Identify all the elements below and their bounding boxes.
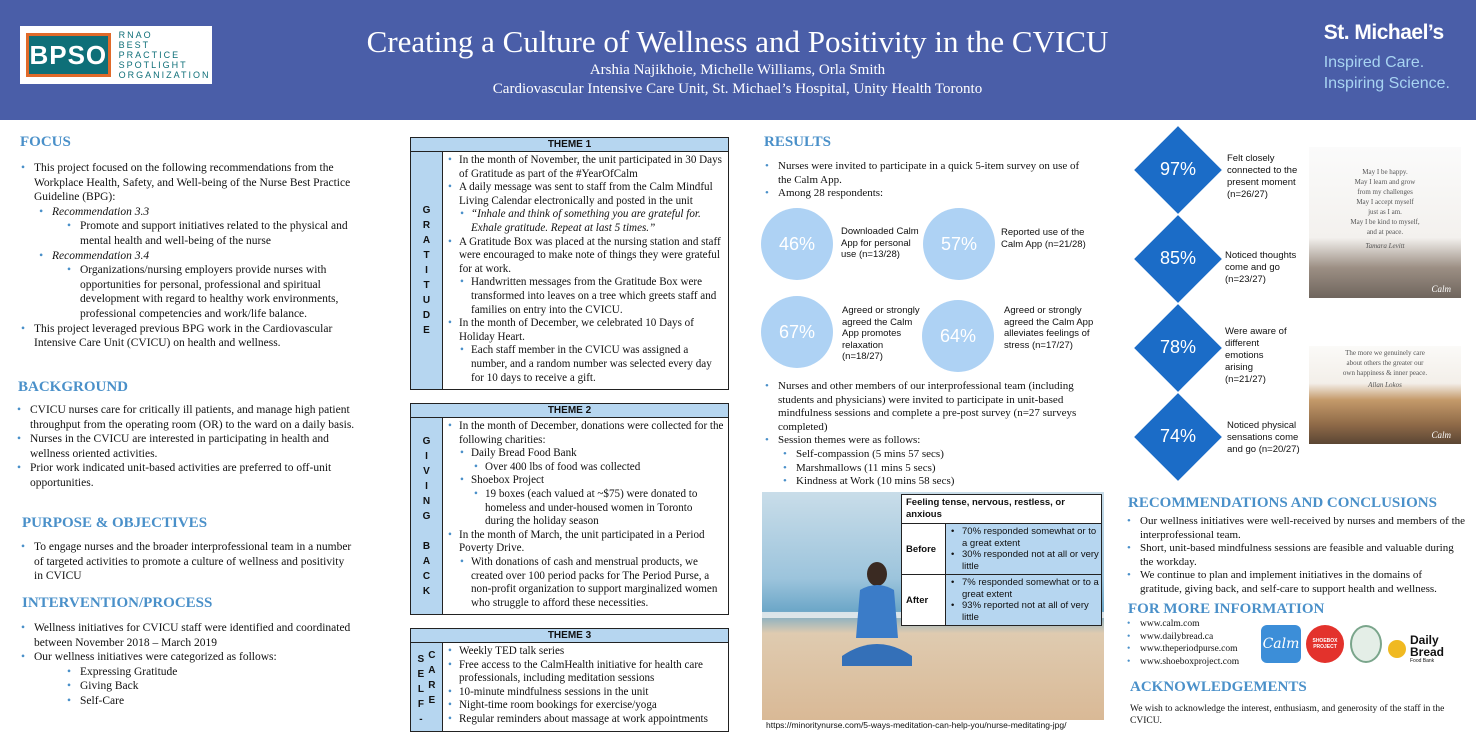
list-item: • 93% reported not at all of very little bbox=[948, 600, 1099, 623]
calm-logo: Calm bbox=[1431, 430, 1451, 440]
theme-1-box bbox=[410, 137, 729, 390]
theme-1-label bbox=[411, 152, 443, 389]
more-info-links bbox=[1126, 618, 1261, 668]
before-label: Before bbox=[902, 524, 946, 574]
list-item: • 7% responded somewhat or to a great extent bbox=[948, 577, 1099, 600]
list-item: • Shoebox Project bbox=[459, 474, 724, 488]
list-item: • Recommendation 3.3 bbox=[38, 205, 365, 220]
label-letter: F bbox=[417, 698, 424, 710]
stat-circle: 64% bbox=[922, 300, 994, 372]
recommendations-heading: RECOMMENDATIONS AND CONCLUSIONS bbox=[1128, 495, 1437, 511]
list-item: • 10-minute mindfulness sessions in the unit bbox=[447, 686, 724, 700]
list-item: • A Gratitude Box was placed at the nursing station and staff were encouraged to make note of things they were grateful for at work. bbox=[447, 236, 724, 277]
theme-1-heading: THEME 1 bbox=[411, 138, 728, 152]
photo-credit-link[interactable]: https://minoritynurse.com/5-ways-meditation-can-help-you/nurse-meditating-jpg/ bbox=[766, 720, 1067, 730]
stat-diamond-label: Were aware of different emotions arising (n=21/27) bbox=[1225, 326, 1287, 385]
hospital-name: St. Michael’s bbox=[1323, 21, 1444, 44]
poster-affiliation: Cardiovascular Intensive Care Unit, St. Michael’s Hospital, Unity Health Toronto bbox=[492, 81, 983, 97]
stat-circle: 67% bbox=[761, 296, 833, 368]
background-list bbox=[16, 403, 361, 491]
bpso-logo bbox=[20, 26, 212, 84]
link-dailybread[interactable]: • www.dailybread.ca bbox=[1126, 631, 1261, 644]
label-letter: C bbox=[422, 570, 431, 582]
list-item: • Each staff member in the CVICU was assigned a number, and a random number was selected every day for 10 days to receive a gift. bbox=[459, 344, 724, 385]
vertical-label bbox=[423, 434, 431, 524]
results-heading: RESULTS bbox=[764, 134, 831, 150]
label-letter: A bbox=[422, 235, 431, 246]
st-michaels-logo bbox=[1324, 20, 1450, 94]
label-letter: T bbox=[423, 250, 430, 261]
list-item: • Session themes were as follows: bbox=[764, 434, 1104, 448]
list-item: • Nurses were invited to participate in a quick 5-item survey on use of the Calm App. bbox=[764, 160, 1094, 187]
hospital-tagline: Inspired Care. Inspiring Science. bbox=[1323, 54, 1450, 92]
label-letter: E bbox=[428, 694, 436, 706]
intervention-list bbox=[20, 621, 365, 709]
list-item: • Expressing Gratitude bbox=[66, 665, 365, 680]
results-more bbox=[764, 380, 1104, 489]
list-item: • In the month of December, we celebrated 10 Days of Holiday Heart. bbox=[447, 317, 724, 344]
stat-label: Agreed or strongly agreed the Calm App alleviates feelings of stress (n=17/27) bbox=[1004, 305, 1094, 351]
list-item: • Prior work indicated unit-based activities are preferred to off-unit opportunities. bbox=[16, 461, 361, 490]
list-item: • Wellness initiatives for CVICU staff were identified and coordinated between November 2018 – March 2019 bbox=[20, 621, 365, 650]
label-letter: V bbox=[423, 465, 430, 477]
link-calm[interactable]: • www.calm.com bbox=[1126, 618, 1261, 631]
poster-header bbox=[0, 0, 1476, 120]
poster-title: Creating a Culture of Wellness and Positivity in the CVICU bbox=[366, 24, 1109, 59]
list-item: • Weekly TED talk series bbox=[447, 645, 724, 659]
label-letter: A bbox=[422, 555, 431, 567]
theme-2-heading: THEME 2 bbox=[411, 404, 728, 418]
feelings-table-title: Feeling tense, nervous, restless, or anxious bbox=[902, 495, 1101, 524]
list-item: • We continue to plan and implement initiatives in the domains of gratitude, giving back, and self-care to support health and wellness. bbox=[1126, 569, 1466, 596]
link-shoebox[interactable]: • www.shoeboxproject.com bbox=[1126, 656, 1261, 669]
list-item: • Handwritten messages from the Gratitude Box were transformed into leaves on a tree which greets staff and families on entry into the CVICU. bbox=[459, 276, 724, 317]
theme-3-label bbox=[411, 643, 443, 731]
period-purse-logo bbox=[1350, 625, 1382, 663]
list-item: • Nurses in the CVICU are interested in participating in health and wellness oriented activities. bbox=[16, 432, 361, 461]
list-item: • CVICU nurses care for critically ill patients, and manage high patient throughput from the operating room (OR) to the ward on a daily basis. bbox=[16, 403, 361, 432]
label-letter: E bbox=[423, 325, 430, 336]
list-item: • Our wellness initiatives were categorized as follows: bbox=[20, 650, 365, 665]
list-item: • Marshmallows (11 mins 5 secs) bbox=[782, 462, 1104, 476]
list-item: • This project focused on the following recommendations from the Workplace Health, Safety, and Well-being of the Nurse Best Practice Guideline (BPG): bbox=[20, 161, 365, 205]
poster-authors: Arshia Najikhoie, Michelle Williams, Orla Smith bbox=[589, 62, 886, 78]
list-item: • “Inhale and think of something you are grateful for. Exhale gratitude. Repeat at last 5 times.” bbox=[459, 208, 724, 235]
stat-diamond-value: 85% bbox=[1159, 248, 1197, 268]
label-letter: G bbox=[422, 435, 431, 447]
intervention-heading: INTERVENTION/PROCESS bbox=[22, 595, 213, 611]
label-letter: A bbox=[428, 664, 436, 676]
recommendations-list bbox=[1126, 515, 1466, 597]
daily-bread-logo: Daily Bread Food Bank bbox=[1388, 634, 1476, 664]
purpose-heading: PURPOSE & OBJECTIVES bbox=[22, 515, 208, 531]
label-letter: E bbox=[417, 668, 425, 680]
list-item: • Among 28 respondents: bbox=[764, 187, 1094, 201]
list-item: • Over 400 lbs of food was collected bbox=[473, 461, 724, 475]
list-item: • 30% responded not at all or very little bbox=[948, 549, 1099, 572]
quote-card-1 bbox=[1309, 147, 1461, 298]
label-letter: S bbox=[417, 653, 425, 665]
list-item: • Regular reminders about massage at work appointments bbox=[447, 713, 724, 727]
list-item: • 19 boxes (each valued at ~$75) were donated to homeless and under-housed women in Toronto during the holiday season bbox=[473, 488, 724, 529]
quote-2-text: The more we genuinely care about others the greater our own happiness & inner peace. bbox=[1342, 349, 1428, 377]
label-letter: C bbox=[428, 649, 436, 661]
focus-heading: FOCUS bbox=[20, 134, 71, 150]
more-info-heading: FOR MORE INFORMATION bbox=[1128, 601, 1325, 617]
list-item: • In the month of March, the unit participated in a Period Poverty Drive. bbox=[447, 529, 724, 556]
quote-card-2 bbox=[1309, 346, 1461, 444]
stat-diamond-value: 97% bbox=[1159, 159, 1197, 179]
stat-diamond-value: 74% bbox=[1159, 426, 1197, 446]
label-letter: N bbox=[422, 495, 431, 507]
label-letter: D bbox=[422, 310, 431, 321]
list-item: • Our wellness initiatives were well-received by nurses and members of the interprofessional team. bbox=[1126, 515, 1466, 542]
vertical-label bbox=[418, 652, 425, 727]
list-item: • This project leveraged previous BPG work in the Cardiovascular Intensive Care Unit (CVICU) on health and wellness. bbox=[20, 322, 365, 351]
stat-circle: 46% bbox=[761, 208, 833, 280]
label-letter: B bbox=[422, 540, 431, 552]
list-item: • Free access to the CalmHealth initiative for health care professionals, including meditation sessions bbox=[447, 659, 724, 686]
bpso-mark: BPSO bbox=[26, 33, 111, 77]
list-item: • Short, unit-based mindfulness sessions are feasible and valuable during the workday. bbox=[1126, 542, 1466, 569]
stat-diamond-label: Felt closely connected to the present moment (n=26/27) bbox=[1227, 153, 1298, 200]
list-item: • Night-time room bookings for exercise/yoga bbox=[447, 699, 724, 713]
calm-app-logo: Calm bbox=[1261, 625, 1301, 663]
list-item: • With donations of cash and menstrual products, we created over 100 period packs for The Period Purse, a non-profit organization to support marginalized women who struggle to afford these necessities. bbox=[459, 556, 724, 610]
shoebox-project-logo: SHOEBOX PROJECT bbox=[1306, 625, 1344, 663]
acknowledgements-heading: ACKNOWLEDGEMENTS bbox=[1130, 679, 1307, 695]
vertical-label bbox=[428, 648, 435, 727]
list-item: • Self-Care bbox=[66, 694, 365, 709]
background-heading: BACKGROUND bbox=[18, 379, 129, 395]
list-item: • Organizations/nursing employers provide nurses with opportunities for personal, professional and spiritual development with regard to healthy work environments, professional competencies and work/life balance. bbox=[66, 263, 365, 321]
stat-label: Agreed or strongly agreed the Calm App promotes relaxation (n=18/27) bbox=[842, 305, 920, 362]
list-item: • Kindness at Work (10 mins 58 secs) bbox=[782, 475, 1104, 489]
label-letter: G bbox=[422, 205, 431, 216]
label-letter: - bbox=[419, 713, 423, 725]
vertical-label bbox=[423, 203, 431, 338]
theme-3-heading: THEME 3 bbox=[411, 629, 728, 643]
list-item: • In the month of November, the unit participated in 30 Days of Gratitude as part of the #YearOfCalm bbox=[447, 154, 724, 181]
label-letter: G bbox=[422, 510, 431, 522]
label-letter: I bbox=[425, 480, 428, 492]
feelings-table bbox=[901, 494, 1102, 626]
results-intro bbox=[764, 160, 1094, 201]
stat-diamond-label: Noticed physical sensations come and go (n=20/27) bbox=[1227, 420, 1300, 455]
theme-3-box bbox=[410, 628, 729, 732]
stat-circle: 57% bbox=[923, 208, 995, 280]
label-letter: I bbox=[425, 265, 428, 276]
label-letter: R bbox=[422, 220, 431, 231]
label-letter: L bbox=[417, 683, 424, 695]
label-letter: I bbox=[425, 450, 428, 462]
link-periodpurse[interactable]: • www.theperiodpurse.com bbox=[1126, 643, 1261, 656]
list-item: • Nurses and other members of our interprofessional team (including students and physicians) were invited to participate in unit-based mindfulness sessions and complete a pre-post survey (n=27 surveys completed) bbox=[764, 380, 1104, 434]
list-item: • A daily message was sent to staff from the Calm Mindful Living Calendar electronically and posted in the unit bbox=[447, 181, 724, 208]
quote-1-text: May I be happy. May I learn and grow from my challenges May I accept myself just as I am. May I be kind to myself, and at peace. bbox=[1350, 168, 1420, 236]
list-item: • Daily Bread Food Bank bbox=[459, 447, 724, 461]
list-item: • Promote and support initiatives related to the physical and mental health and well-being of the nurse bbox=[66, 219, 365, 248]
bpso-text: RNAO BEST PRACTICE SPOTLIGHT ORGANIZATION bbox=[118, 30, 211, 80]
stat-label: Downloaded Calm App for personal use (n=13/28) bbox=[841, 226, 919, 260]
purpose-list bbox=[20, 540, 355, 584]
label-letter: U bbox=[422, 295, 431, 306]
vertical-label bbox=[423, 539, 431, 599]
label-letter: K bbox=[422, 585, 431, 597]
stat-label: Reported use of the Calm App (n=21/28) bbox=[1001, 227, 1086, 250]
acknowledgements-text: We wish to acknowledge the interest, enthusiasm, and generosity of the staff in the CVICU. bbox=[1130, 704, 1445, 726]
stat-diamond-label: Noticed thoughts come and go (n=23/27) bbox=[1225, 250, 1297, 285]
after-label: After bbox=[902, 575, 946, 625]
theme-2-label bbox=[411, 418, 443, 614]
label-letter: R bbox=[428, 679, 436, 691]
quote-1-author: Tamara Levitt bbox=[1365, 242, 1405, 250]
theme-2-box bbox=[410, 403, 729, 615]
stat-diamond-value: 78% bbox=[1159, 337, 1197, 357]
calm-logo: Calm bbox=[1431, 284, 1451, 294]
list-item: • In the month of December, donations were collected for the following charities: bbox=[447, 420, 724, 447]
daily-bread-icon bbox=[1388, 640, 1406, 658]
list-item: • Self-compassion (5 mins 57 secs) bbox=[782, 448, 1104, 462]
quote-2-author: Allan Lokos bbox=[1368, 381, 1402, 389]
list-item: • Recommendation 3.4 bbox=[38, 249, 365, 264]
list-item: • To engage nurses and the broader interprofessional team in a number of targeted activities to promote a culture of wellness and positivity in CVICU bbox=[20, 540, 355, 584]
list-item: • 70% responded somewhat or to a great extent bbox=[948, 526, 1099, 549]
list-item: • Giving Back bbox=[66, 679, 365, 694]
label-letter: T bbox=[423, 280, 430, 291]
focus-list bbox=[20, 161, 365, 351]
